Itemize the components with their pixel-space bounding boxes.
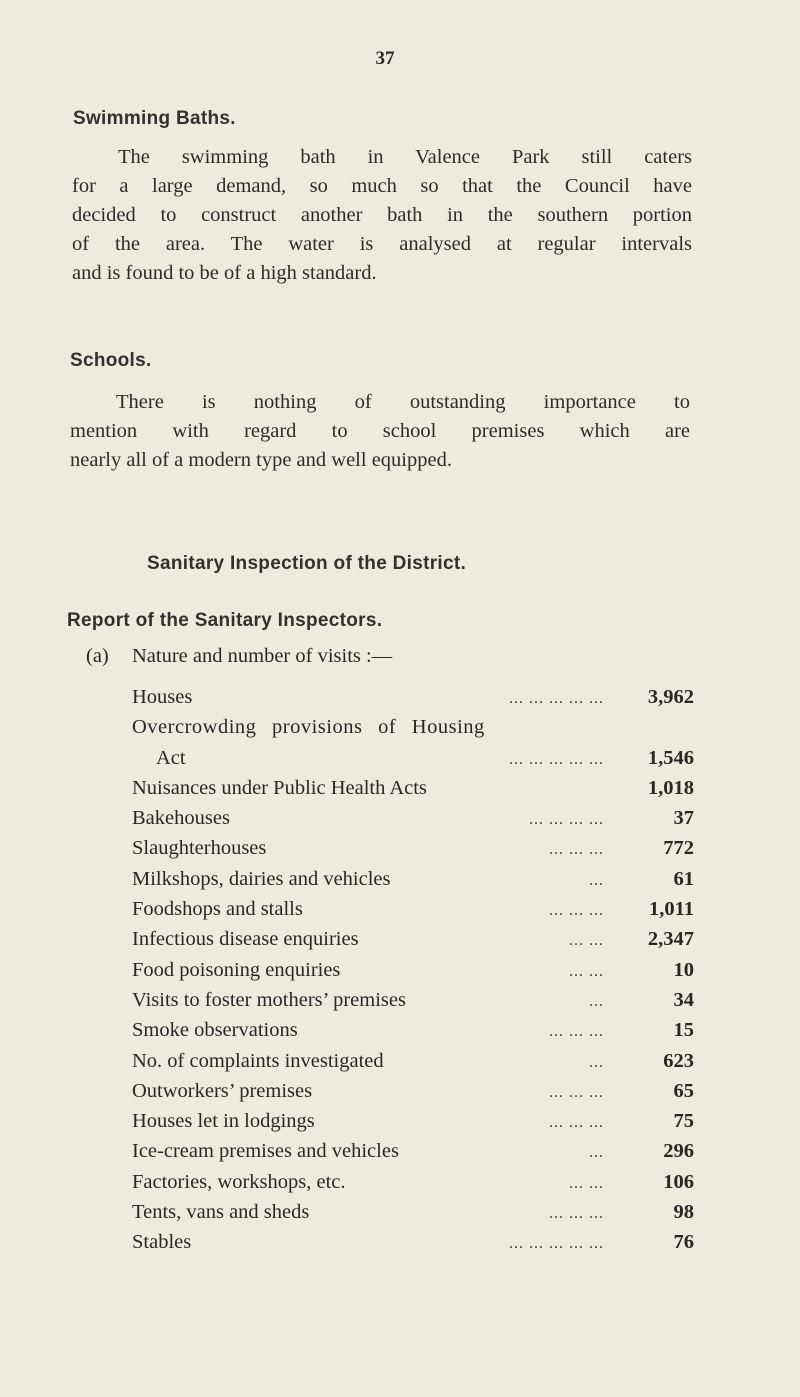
row-label: Smoke observations [132,1019,298,1042]
row-label: Act [156,746,186,769]
row-label: Visits to foster mothers’ premises [132,988,406,1011]
paragraph-line: of the area. The water is analysed at regular intervals [72,233,692,255]
leader-dots: ... [589,1053,604,1071]
row-label: Factories, workshops, etc. [132,1170,346,1193]
leader-dots: ... [589,992,604,1010]
leader-dots: ... ... ... [549,1205,604,1223]
leader-dots: ... ... ... [549,1114,604,1132]
row-value: 34 [673,988,694,1011]
row-value: 98 [673,1201,694,1224]
row-label: Ice-cream premises and vehicles [132,1140,399,1163]
table-row [132,1106,694,1136]
row-value: 10 [673,958,694,981]
leader-dots: ... ... [569,1174,604,1192]
row-value: 61 [673,867,694,890]
row-label: Infectious disease enquiries [132,928,359,951]
table-row [132,1076,694,1106]
row-value: 296 [663,1140,694,1163]
row-label: Tents, vans and sheds [132,1201,310,1224]
row-value: 37 [673,807,694,830]
leader-dots: ... [589,1144,604,1162]
swimming-baths-heading: Swimming Baths. [73,108,236,129]
row-value: 1,018 [647,776,694,799]
paragraph-line: There is nothing of outstanding importance to [116,391,690,413]
table-row [132,955,694,985]
leader-dots: ... ... [569,962,604,980]
table-row [132,803,694,833]
sanitary-inspection-heading: Sanitary Inspection of the District. [147,553,467,574]
table-row [132,924,694,954]
table-row [132,743,694,773]
leader-dots: ... ... [569,932,604,950]
row-label: Overcrowding provisions of Housing [132,716,485,739]
row-value: 65 [673,1079,694,1102]
paragraph-line: and is found to be of a high standard. [72,262,377,284]
leader-dots: ... ... ... [549,902,604,920]
row-label: Bakehouses [132,807,230,830]
table-row [132,894,694,924]
row-label: Food poisoning enquiries [132,958,341,981]
row-label: Foodshops and stalls [132,898,303,921]
leader-dots: ... ... ... ... ... [509,750,604,768]
row-value: 623 [663,1049,694,1072]
row-value: 3,962 [647,686,694,708]
leader-dots: ... ... ... [549,1083,604,1101]
section-title: Nature and number of visits :— [132,645,393,667]
schools-paragraph [70,388,690,475]
row-label: Outworkers’ premises [132,1079,313,1102]
table-row [132,1227,694,1257]
row-value: 76 [673,1231,694,1254]
row-value: 772 [663,837,694,860]
visits-table [132,682,694,1258]
row-value: 15 [673,1019,694,1042]
report-heading: Report of the Sanitary Inspectors. [67,610,383,631]
table-row [132,1015,694,1045]
row-value: 1,011 [649,898,694,921]
row-label: Milkshops, dairies and vehicles [132,867,391,890]
row-label: Slaughterhouses [132,837,267,860]
page-number: 37 [375,48,395,69]
paragraph-line: mention with regard to school premises which are [70,420,690,442]
row-label: Houses let in lodgings [132,1110,315,1133]
table-row [132,712,694,742]
row-label: No. of complaints investigated [132,1049,384,1072]
table-row [132,985,694,1015]
row-value: 106 [663,1170,694,1193]
section-marker: (a) [86,645,109,667]
row-label: Nuisances under Public Health Acts [132,776,427,799]
row-label: Houses [132,686,193,708]
section-a-title [86,645,392,668]
table-row [132,864,694,894]
schools-heading: Schools. [70,350,152,371]
table-row [132,833,694,863]
table-row [132,1136,694,1166]
leader-dots: ... ... ... ... ... [509,1235,604,1253]
row-value: 2,347 [647,928,694,951]
table-row [132,1167,694,1197]
table-row [132,1046,694,1076]
table-row [132,682,694,712]
table-row [132,1197,694,1227]
swimming-baths-paragraph [72,143,692,288]
paragraph-line: for a large demand, so much so that the Council have [72,175,692,197]
leader-dots: ... ... ... ... [529,811,604,829]
leader-dots: ... ... ... [549,1023,604,1041]
row-value: 1,546 [647,746,694,769]
table-row [132,773,694,803]
paragraph-line: nearly all of a modern type and well equipped. [70,449,452,471]
leader-dots: ... [589,871,604,889]
row-label: Stables [132,1231,192,1254]
leader-dots: ... ... ... [549,841,604,859]
paragraph-line: decided to construct another bath in the southern portion [72,204,692,226]
leader-dots: ... ... ... ... ... [509,690,604,707]
paragraph-line: The swimming bath in Valence Park still caters [118,146,692,168]
row-value: 75 [673,1110,694,1133]
